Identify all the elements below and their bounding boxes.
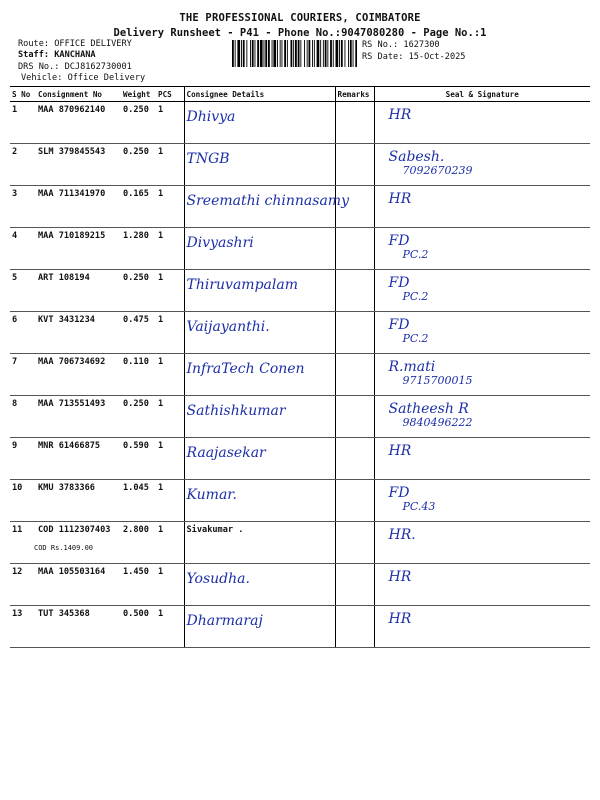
pieces-count: 1 [156, 438, 184, 480]
seal-mark [377, 277, 589, 303]
consignment-number-text: TUT 345368 [38, 609, 90, 619]
handwritten-signature: Sathishkumar [186, 403, 286, 419]
seal-subtext: PC.43 [402, 500, 436, 513]
serial-number: 3 [10, 186, 36, 228]
consignment-number-text: KMU 3783366 [38, 483, 95, 493]
consignee-details [184, 144, 335, 186]
pieces-count: 1 [156, 354, 184, 396]
serial-number: 4 [10, 228, 36, 270]
consignment-number-text: MAA 710189215 [38, 231, 106, 241]
col-weight: Weight [121, 87, 156, 102]
consignment-number [36, 312, 121, 354]
weight-value: 0.500 [121, 606, 156, 648]
table-row [10, 228, 590, 270]
weight-value: 1.280 [121, 228, 156, 270]
consignment-number [36, 186, 121, 228]
consignee-details [184, 522, 335, 564]
consignment-number [36, 438, 121, 480]
seal-text: FD [388, 275, 410, 291]
cod-amount-note: COD Rs.1409.00 [34, 544, 94, 552]
runsheet-table [10, 86, 590, 648]
pieces-count: 1 [156, 144, 184, 186]
pieces-count: 1 [156, 228, 184, 270]
serial-number: 8 [10, 396, 36, 438]
weight-value: 0.250 [121, 144, 156, 186]
serial-number: 9 [10, 438, 36, 480]
remarks-cell [335, 438, 374, 480]
seal-text: HR [388, 191, 412, 207]
seal-text: HR. [388, 527, 416, 543]
consignment-number-text: MNR 61466875 [38, 441, 101, 451]
seal-signature [374, 102, 590, 144]
consignee-name: Sivakumar . [186, 525, 244, 535]
table-row [10, 354, 590, 396]
seal-subtext: PC.2 [402, 290, 429, 303]
table-row [10, 564, 590, 606]
consignment-number-text: MAA 105503164 [38, 567, 106, 577]
consignee-details [184, 270, 335, 312]
consignment-number-text: SLM 379845543 [38, 147, 106, 157]
remarks-cell [335, 228, 374, 270]
vehicle-label: Vehicle: Office Delivery [21, 73, 146, 83]
pieces-count: 1 [156, 606, 184, 648]
consignee-details [184, 354, 335, 396]
handwritten-signature: Sreemathi chinnasamy [186, 193, 349, 209]
seal-mark [377, 529, 589, 542]
seal-subtext: 7092670239 [402, 164, 473, 177]
seal-mark [377, 445, 589, 458]
table-row [10, 438, 590, 480]
remarks-cell [335, 354, 374, 396]
consignment-number [36, 102, 121, 144]
consignee-details [184, 606, 335, 648]
seal-mark [377, 487, 589, 513]
seal-subtext: 9840496222 [402, 416, 473, 429]
table-row [10, 270, 590, 312]
pieces-count: 1 [156, 564, 184, 606]
seal-mark [377, 193, 589, 206]
serial-number: 7 [10, 354, 36, 396]
serial-number: 1 [10, 102, 36, 144]
seal-signature [374, 396, 590, 438]
col-sno: S No [10, 87, 36, 102]
weight-value: 0.475 [121, 312, 156, 354]
handwritten-signature: Thiruvampalam [186, 277, 298, 293]
seal-text: FD [388, 485, 410, 501]
handwritten-signature: Divyashri [186, 235, 254, 251]
pieces-count: 1 [156, 522, 184, 564]
serial-number: 6 [10, 312, 36, 354]
drs-label: DRS No.: DCJ8162730001 [18, 62, 132, 72]
consignee-details [184, 438, 335, 480]
consignment-number-text: MAA 711341970 [38, 189, 106, 199]
consignee-details [184, 186, 349, 228]
col-seal-signature: Seal & Signature [374, 87, 590, 102]
remarks-cell [335, 522, 374, 564]
seal-subtext: PC.2 [402, 248, 429, 261]
consignment-number-text: KVT 3431234 [38, 315, 95, 325]
consignee-details [184, 396, 335, 438]
consignment-number [36, 270, 121, 312]
seal-text: HR [388, 611, 412, 627]
weight-value: 0.110 [121, 354, 156, 396]
serial-number: 5 [10, 270, 36, 312]
remarks-cell [335, 312, 374, 354]
consignee-details [184, 564, 335, 606]
seal-signature [374, 228, 590, 270]
consignment-number-text: COD 1112307403 [38, 525, 111, 535]
consignee-details [184, 228, 335, 270]
handwritten-signature: Dhivya [186, 109, 236, 125]
seal-signature [374, 564, 590, 606]
seal-signature [374, 144, 590, 186]
seal-signature [374, 438, 590, 480]
table-row [10, 480, 590, 522]
table-row [10, 396, 590, 438]
rs-number: RS No.: 1627300 [362, 40, 440, 50]
pieces-count: 1 [156, 480, 184, 522]
serial-number: 10 [10, 480, 36, 522]
pieces-count: 1 [156, 186, 184, 228]
table-row [10, 144, 590, 186]
remarks-cell [335, 396, 374, 438]
weight-value: 0.165 [121, 186, 156, 228]
table-row [10, 186, 590, 228]
consignment-number [36, 354, 121, 396]
consignment-number-text: MAA 706734692 [38, 357, 106, 367]
consignment-number [36, 606, 121, 648]
pieces-count: 1 [156, 102, 184, 144]
remarks-cell [335, 144, 374, 186]
seal-mark [377, 361, 589, 387]
seal-mark [377, 403, 589, 429]
handwritten-signature: TNGB [186, 151, 230, 167]
serial-number: 12 [10, 564, 36, 606]
remarks-cell [335, 564, 374, 606]
table-row [10, 606, 590, 648]
seal-text: FD [388, 233, 410, 249]
consignment-number [36, 480, 121, 522]
serial-number: 11 [10, 522, 36, 564]
table-row [10, 522, 590, 564]
remarks-cell [335, 270, 374, 312]
consignment-number [36, 522, 121, 564]
seal-signature [374, 186, 590, 228]
table-row [10, 312, 590, 354]
barcode-image [232, 40, 357, 67]
weight-value: 0.590 [121, 438, 156, 480]
weight-value: 0.250 [121, 102, 156, 144]
company-title: THE PROFESSIONAL COURIERS, COIMBATORE [179, 12, 421, 24]
handwritten-signature: InfraTech Conen [186, 361, 305, 377]
handwritten-signature: Vaijayanthi. [186, 319, 270, 335]
remarks-cell [335, 480, 374, 522]
handwritten-signature: Raajasekar [186, 445, 266, 461]
seal-mark [377, 319, 589, 345]
consignment-number [36, 564, 121, 606]
table-header-row [10, 87, 590, 102]
col-remarks: Remarks [335, 87, 374, 102]
seal-signature [374, 270, 590, 312]
seal-text: HR [388, 569, 412, 585]
consignment-number [36, 228, 121, 270]
pieces-count: 1 [156, 312, 184, 354]
handwritten-signature: Yosudha. [186, 571, 250, 587]
col-consignee-details: Consignee Details [184, 87, 335, 102]
table-row [10, 102, 590, 144]
seal-subtext: PC.2 [402, 332, 429, 345]
runsheet-subtitle: Delivery Runsheet - P41 - Phone No.:9047080280 - Page No.:1 [113, 27, 487, 39]
seal-text: FD [388, 317, 410, 333]
seal-signature [374, 480, 590, 522]
weight-value: 2.800 [121, 522, 156, 564]
col-pcs: PCS [156, 87, 184, 102]
rs-date: RS Date: 15-Oct-2025 [362, 52, 466, 62]
seal-mark [377, 613, 589, 626]
serial-number: 13 [10, 606, 36, 648]
seal-mark [377, 571, 589, 584]
seal-mark [377, 235, 589, 261]
seal-text: Satheesh R [388, 401, 469, 417]
seal-text: Sabesh. [388, 149, 445, 165]
weight-value: 1.450 [121, 564, 156, 606]
consignment-number [36, 144, 121, 186]
seal-text: HR [388, 107, 412, 123]
consignment-number-text: MAA 870962140 [38, 105, 106, 115]
serial-number: 2 [10, 144, 36, 186]
seal-text: HR [388, 443, 412, 459]
handwritten-signature: Dharmaraj [186, 613, 263, 629]
pieces-count: 1 [156, 270, 184, 312]
route-label: Route: OFFICE DELIVERY [18, 39, 132, 49]
seal-mark [377, 109, 589, 122]
staff-label: Staff: KANCHANA [18, 50, 96, 60]
consignment-number-text: ART 108194 [38, 273, 90, 283]
seal-signature [374, 522, 590, 564]
consignment-number-text: MAA 713551493 [38, 399, 106, 409]
seal-subtext: 9715700015 [402, 374, 473, 387]
weight-value: 1.045 [121, 480, 156, 522]
seal-signature [374, 312, 590, 354]
consignment-number [36, 396, 121, 438]
seal-signature [374, 606, 590, 648]
consignee-details [184, 312, 335, 354]
consignee-details [184, 102, 335, 144]
consignee-details [184, 480, 335, 522]
seal-signature [374, 354, 590, 396]
handwritten-signature: Kumar. [186, 487, 237, 503]
remarks-cell [335, 102, 374, 144]
pieces-count: 1 [156, 396, 184, 438]
seal-mark [377, 151, 589, 177]
weight-value: 0.250 [121, 270, 156, 312]
remarks-cell [335, 606, 374, 648]
col-consignment: Consignment No [36, 87, 121, 102]
seal-text: R.mati [388, 359, 436, 375]
weight-value: 0.250 [121, 396, 156, 438]
